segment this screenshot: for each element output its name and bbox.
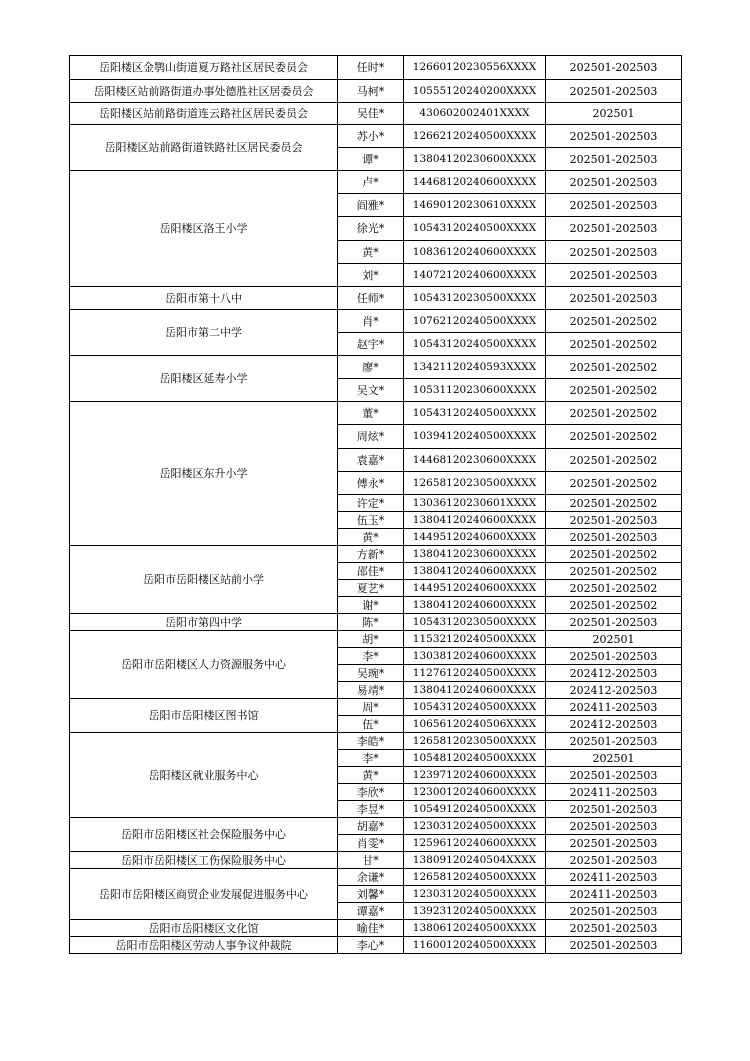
- period-cell: 202501-202503: [546, 194, 682, 217]
- period-cell: 202501-202502: [546, 310, 682, 333]
- period-cell: 202501-202502: [546, 402, 682, 425]
- name-cell: 伍玉*: [338, 512, 404, 529]
- unit-cell: 岳阳市岳阳楼区人力资源服务中心: [70, 631, 338, 699]
- period-cell: 202501-202503: [546, 920, 682, 937]
- period-cell: 202411-202503: [546, 699, 682, 716]
- name-cell: 李皓*: [338, 733, 404, 750]
- period-cell: 202501-202503: [546, 903, 682, 920]
- id-cell: 13806120240500XXXX: [404, 920, 546, 937]
- id-cell: 12658120240500XXXX: [404, 869, 546, 886]
- period-cell: 202501-202502: [546, 333, 682, 356]
- name-cell: 易靖*: [338, 682, 404, 699]
- name-cell: 任师*: [338, 287, 404, 310]
- id-cell: 10531120230600XXXX: [404, 379, 546, 402]
- id-cell: 14495120240600XXXX: [404, 529, 546, 546]
- id-cell: 14468120240600XXXX: [404, 171, 546, 194]
- period-cell: 202501-202503: [546, 614, 682, 631]
- unit-cell: 岳阳楼区金鹗山街道夏万路社区居民委员会: [70, 56, 338, 80]
- name-cell: 李昱*: [338, 801, 404, 818]
- table-row: [70, 402, 682, 425]
- id-cell: 10836120240600XXXX: [404, 241, 546, 264]
- name-cell: 喻佳*: [338, 920, 404, 937]
- id-cell: 13804120240600XXXX: [404, 563, 546, 580]
- name-cell: 胡嘉*: [338, 818, 404, 835]
- name-cell: 董*: [338, 402, 404, 425]
- id-cell: 10762120240500XXXX: [404, 310, 546, 333]
- id-cell: 13804120240600XXXX: [404, 512, 546, 529]
- table-row: [70, 937, 682, 954]
- id-cell: 11600120240500XXXX: [404, 937, 546, 954]
- period-cell: 202411-202503: [546, 784, 682, 801]
- name-cell: 方新*: [338, 546, 404, 563]
- period-cell: 202501-202502: [546, 472, 682, 495]
- subsidy-table: [69, 55, 682, 954]
- name-cell: 谢*: [338, 597, 404, 614]
- period-cell: 202501-202503: [546, 56, 682, 80]
- name-cell: 黄*: [338, 241, 404, 264]
- name-cell: 李欣*: [338, 784, 404, 801]
- id-cell: 10549120240500XXXX: [404, 801, 546, 818]
- id-cell: 10543120240500XXXX: [404, 333, 546, 356]
- table-row: [70, 852, 682, 869]
- name-cell: 吴琬*: [338, 665, 404, 682]
- period-cell: 202501-202502: [546, 597, 682, 614]
- id-cell: 12300120240600XXXX: [404, 784, 546, 801]
- id-cell: 10543120240500XXXX: [404, 402, 546, 425]
- id-cell: 13804120240600XXXX: [404, 597, 546, 614]
- name-cell: 傅永*: [338, 472, 404, 495]
- period-cell: 202501-202502: [546, 563, 682, 580]
- period-cell: 202501: [546, 103, 682, 125]
- name-cell: 肖*: [338, 310, 404, 333]
- period-cell: 202501-202502: [546, 546, 682, 563]
- table-row: [70, 310, 682, 333]
- period-cell: 202501-202503: [546, 80, 682, 103]
- name-cell: 黄*: [338, 529, 404, 546]
- unit-cell: 岳阳楼区东升小学: [70, 402, 338, 546]
- unit-cell: 岳阳市第四中学: [70, 614, 338, 631]
- period-cell: 202501-202502: [546, 449, 682, 472]
- period-cell: 202411-202503: [546, 886, 682, 903]
- period-cell: 202501-202502: [546, 379, 682, 402]
- name-cell: 谭*: [338, 148, 404, 171]
- unit-cell: 岳阳市岳阳楼区工伤保险服务中心: [70, 852, 338, 869]
- period-cell: 202501-202503: [546, 148, 682, 171]
- id-cell: 10548120240500XXXX: [404, 750, 546, 767]
- id-cell: 10543120230500XXXX: [404, 287, 546, 310]
- period-cell: 202501-202503: [546, 733, 682, 750]
- name-cell: 赵宇*: [338, 333, 404, 356]
- period-cell: 202501-202503: [546, 241, 682, 264]
- table-row: [70, 125, 682, 148]
- period-cell: 202411-202503: [546, 869, 682, 886]
- table-row: [70, 171, 682, 194]
- name-cell: 肖雯*: [338, 835, 404, 852]
- id-cell: 13421120240593XXXX: [404, 356, 546, 379]
- name-cell: 吴文*: [338, 379, 404, 402]
- table-row: [70, 631, 682, 648]
- id-cell: 12660120230556XXXX: [404, 56, 546, 80]
- unit-cell: 岳阳楼区站前路街道铁路社区居民委员会: [70, 125, 338, 171]
- name-cell: 周炫*: [338, 425, 404, 449]
- table-row: [70, 920, 682, 937]
- period-cell: 202501-202503: [546, 648, 682, 665]
- name-cell: 余谦*: [338, 869, 404, 886]
- period-cell: 202412-202503: [546, 665, 682, 682]
- id-cell: 13804120230600XXXX: [404, 546, 546, 563]
- unit-cell: 岳阳楼区延寿小学: [70, 356, 338, 402]
- id-cell: 10543120230500XXXX: [404, 614, 546, 631]
- period-cell: 202501-202503: [546, 801, 682, 818]
- table-row: [70, 699, 682, 716]
- unit-cell: 岳阳市岳阳楼区劳动人事争议仲裁院: [70, 937, 338, 954]
- table-row: [70, 356, 682, 379]
- table-row: [70, 733, 682, 750]
- name-cell: 黄*: [338, 767, 404, 784]
- id-cell: 12596120240600XXXX: [404, 835, 546, 852]
- table-row: [70, 818, 682, 835]
- id-cell: 10543120240500XXXX: [404, 217, 546, 241]
- table-row: [70, 869, 682, 886]
- period-cell: 202501: [546, 750, 682, 767]
- period-cell: 202501-202503: [546, 818, 682, 835]
- unit-cell: 岳阳楼区就业服务中心: [70, 733, 338, 818]
- id-cell: 12303120240500XXXX: [404, 886, 546, 903]
- id-cell: 12658120230500XXXX: [404, 733, 546, 750]
- unit-cell: 岳阳楼区洛王小学: [70, 171, 338, 287]
- table-row: [70, 614, 682, 631]
- id-cell: 13804120240600XXXX: [404, 682, 546, 699]
- name-cell: 刘*: [338, 264, 404, 287]
- table-row: [70, 80, 682, 103]
- id-cell: 10543120240500XXXX: [404, 699, 546, 716]
- table-row: [70, 103, 682, 125]
- name-cell: 李*: [338, 648, 404, 665]
- period-cell: 202501-202502: [546, 425, 682, 449]
- unit-cell: 岳阳楼区站前路街道办事处德胜社区居委员会: [70, 80, 338, 103]
- period-cell: 202501-202503: [546, 287, 682, 310]
- id-cell: 14495120240600XXXX: [404, 580, 546, 597]
- name-cell: 伍*: [338, 716, 404, 733]
- id-cell: 13809120240504XXXX: [404, 852, 546, 869]
- unit-cell: 岳阳市第二中学: [70, 310, 338, 356]
- period-cell: 202501-202503: [546, 835, 682, 852]
- name-cell: 邵佳*: [338, 563, 404, 580]
- name-cell: 许定*: [338, 495, 404, 512]
- id-cell: 12303120240500XXXX: [404, 818, 546, 835]
- period-cell: 202501-202503: [546, 512, 682, 529]
- period-cell: 202501-202503: [546, 767, 682, 784]
- period-cell: 202501-202503: [546, 264, 682, 287]
- id-cell: 13804120230600XXXX: [404, 148, 546, 171]
- period-cell: 202501-202503: [546, 125, 682, 148]
- name-cell: 周*: [338, 699, 404, 716]
- id-cell: 14468120230600XXXX: [404, 449, 546, 472]
- id-cell: 10394120240500XXXX: [404, 425, 546, 449]
- name-cell: 卢*: [338, 171, 404, 194]
- name-cell: 吴佳*: [338, 103, 404, 125]
- id-cell: 14072120240600XXXX: [404, 264, 546, 287]
- period-cell: 202501-202502: [546, 356, 682, 379]
- id-cell: 10656120240506XXXX: [404, 716, 546, 733]
- period-cell: 202501-202503: [546, 217, 682, 241]
- name-cell: 夏艺*: [338, 580, 404, 597]
- name-cell: 胡*: [338, 631, 404, 648]
- period-cell: 202501-202503: [546, 529, 682, 546]
- period-cell: 202501-202503: [546, 171, 682, 194]
- name-cell: 苏小*: [338, 125, 404, 148]
- id-cell: 10555120240200XXXX: [404, 80, 546, 103]
- id-cell: 13038120240600XXXX: [404, 648, 546, 665]
- table-row: [70, 56, 682, 80]
- table-row: [70, 546, 682, 563]
- id-cell: 13923120240500XXXX: [404, 903, 546, 920]
- period-cell: 202501-202503: [546, 852, 682, 869]
- name-cell: 任时*: [338, 56, 404, 80]
- id-cell: 430602002401XXXX: [404, 103, 546, 125]
- table-row: [70, 287, 682, 310]
- period-cell: 202412-202503: [546, 682, 682, 699]
- id-cell: 12397120240600XXXX: [404, 767, 546, 784]
- name-cell: 刘馨*: [338, 886, 404, 903]
- name-cell: 廖*: [338, 356, 404, 379]
- name-cell: 陈*: [338, 614, 404, 631]
- id-cell: 11532120240500XXXX: [404, 631, 546, 648]
- table-body: [70, 56, 682, 954]
- id-cell: 12662120240500XXXX: [404, 125, 546, 148]
- name-cell: 马柯*: [338, 80, 404, 103]
- name-cell: 谭嘉*: [338, 903, 404, 920]
- name-cell: 袁嘉*: [338, 449, 404, 472]
- unit-cell: 岳阳市岳阳楼区商贸企业发展促进服务中心: [70, 869, 338, 920]
- name-cell: 阎雅*: [338, 194, 404, 217]
- unit-cell: 岳阳市岳阳楼区社会保险服务中心: [70, 818, 338, 852]
- unit-cell: 岳阳楼区站前路街道连云路社区居民委员会: [70, 103, 338, 125]
- id-cell: 12658120230500XXXX: [404, 472, 546, 495]
- period-cell: 202501-202502: [546, 495, 682, 512]
- id-cell: 11276120240500XXXX: [404, 665, 546, 682]
- name-cell: 甘*: [338, 852, 404, 869]
- unit-cell: 岳阳市岳阳楼区文化馆: [70, 920, 338, 937]
- period-cell: 202501-202502: [546, 580, 682, 597]
- id-cell: 13036120230601XXXX: [404, 495, 546, 512]
- period-cell: 202412-202503: [546, 716, 682, 733]
- period-cell: 202501-202503: [546, 937, 682, 954]
- unit-cell: 岳阳市岳阳楼区站前小学: [70, 546, 338, 614]
- name-cell: 李*: [338, 750, 404, 767]
- id-cell: 14690120230610XXXX: [404, 194, 546, 217]
- unit-cell: 岳阳市第十八中: [70, 287, 338, 310]
- period-cell: 202501: [546, 631, 682, 648]
- name-cell: 李心*: [338, 937, 404, 954]
- name-cell: 徐光*: [338, 217, 404, 241]
- unit-cell: 岳阳市岳阳楼区图书馆: [70, 699, 338, 733]
